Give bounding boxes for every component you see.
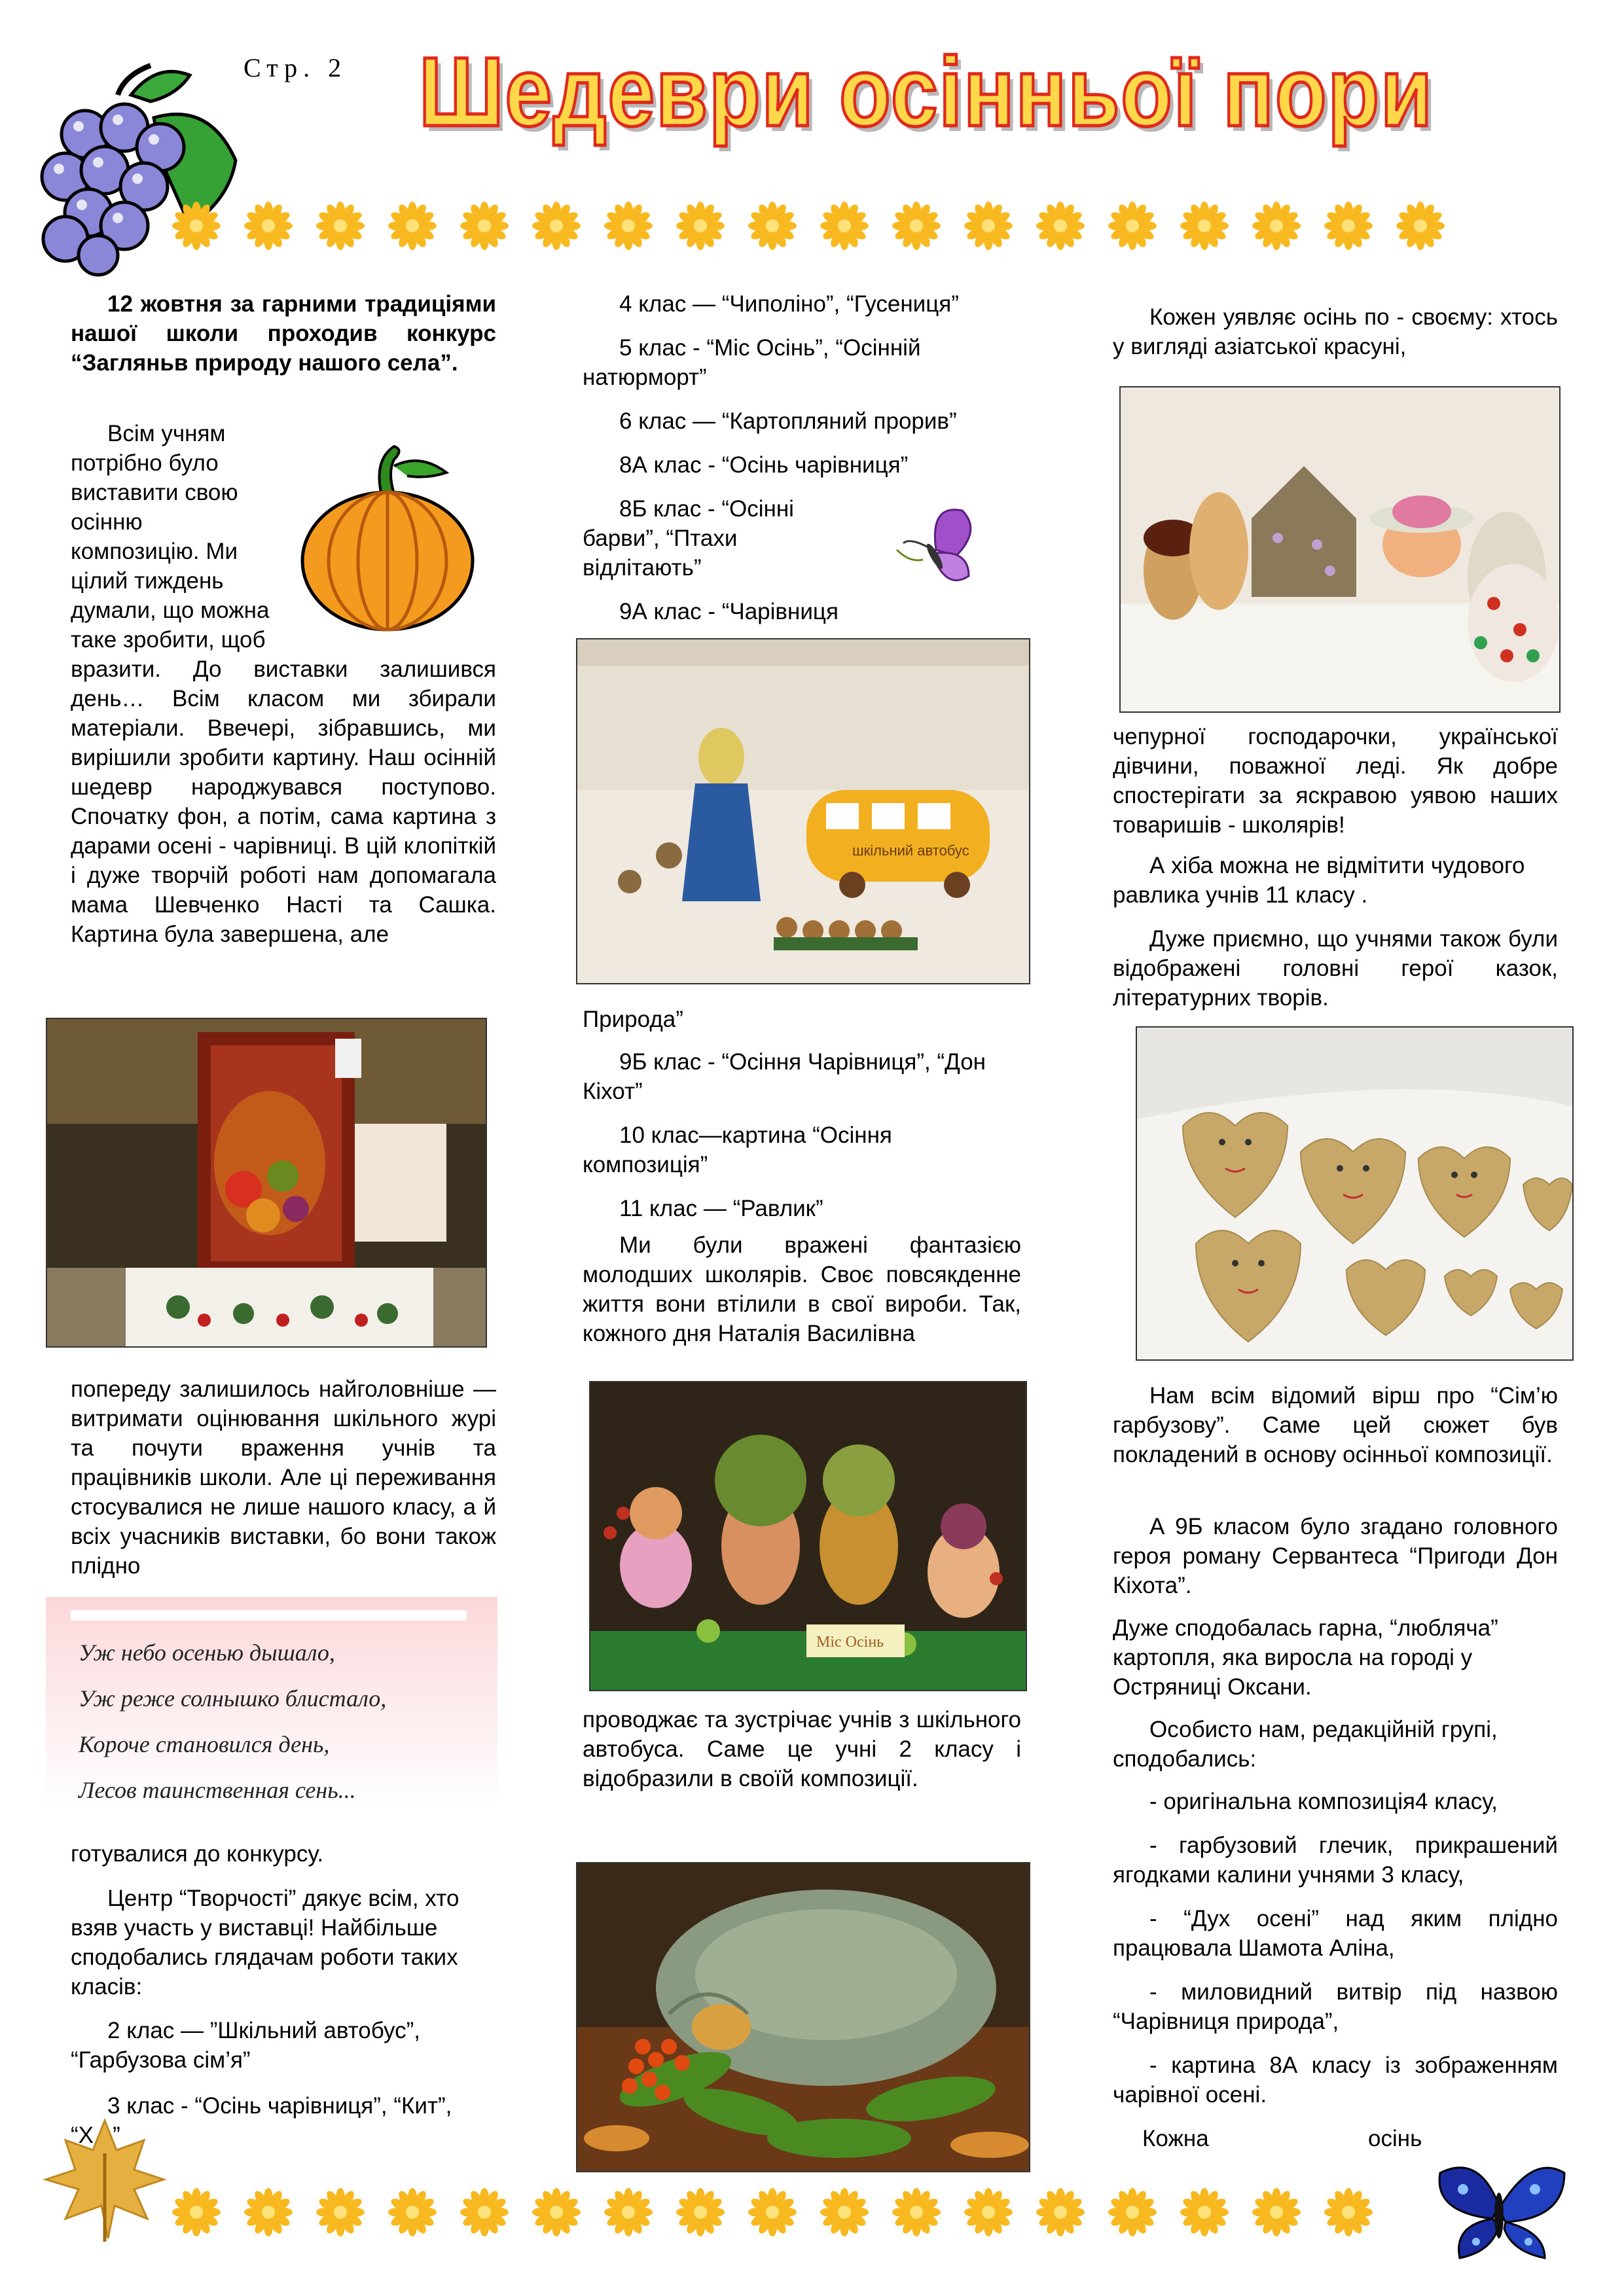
column3-para5: Нам всім відомий вірш про “Сім’ю гарбузову”. Саме цей сюжет був покладений в основу осінньої композиції. <box>1113 1383 1558 1467</box>
text-line: цілий тиждень <box>71 568 224 594</box>
pumpkin-icon <box>296 440 479 636</box>
class-6-entry: 6 клас — “Картопляний прорив” <box>619 408 957 434</box>
maple-leaf-icon <box>39 2114 170 2245</box>
class-3-entry: 3 клас - “Осінь чарівниця”, “Кит”, “Х...” <box>71 2093 452 2148</box>
list-item: - гарбузовий глечик, прикрашений ягодками калини учнями 3 класу, <box>1113 1833 1558 1888</box>
class-8b-entry: 8Б клас - “Осінні барви”, “Птахи відлітають” <box>583 496 794 581</box>
column3-para3: А хіба можна не відмітити чудового равлика учнів 11 класу . <box>1113 853 1525 908</box>
bus-label: шкільний автобус <box>852 842 969 859</box>
column1-para4: Центр “Творчості” дякує всім, хто взяв участь у виставці! Найбільше сподобались глядачам роботи таких класів: <box>71 1886 460 2000</box>
photo-school-bus <box>576 638 1030 984</box>
column1-para2: попереду залишилось найголовніше — витримати оцінювання шкільного журі та почути враження учнів та працівників школи. Але ці переживання стосувалися не лише нашого класу, а й всіх учасників виставки, бо вони також плідно <box>71 1376 496 1579</box>
butterfly-icon <box>890 497 988 596</box>
list-item: - оригінальна композиція4 класу, <box>1149 1789 1498 1814</box>
miss-label: Міс Осінь <box>816 1634 884 1651</box>
column3-para6: А 9Б класом було згадано головного героя роману Сервантеса “Пригоди Дон Кіхота”. <box>1113 1514 1558 1598</box>
flower-border-bottom <box>167 2183 1476 2242</box>
column3-para4: Дуже приємно, що учнями також були відображені головні герої казок, літературних творів. <box>1113 926 1558 1011</box>
photo-heart-potatoes <box>1136 1026 1574 1361</box>
page-number: Стр. 2 <box>244 53 348 82</box>
class-11-entry: 11 клас — “Равлик” <box>619 1196 823 1221</box>
closing-left: Кожна <box>1142 2126 1209 2151</box>
text-line: потрібно було <box>71 450 219 476</box>
list-item: - картина 8А класу із зображенням чарівної осені. <box>1113 2053 1558 2108</box>
intro-text: 12 жовтня за гарними традиціями нашої школи проходив конкурс “Загляньв природу нашого села”. <box>71 291 496 376</box>
text-line: осінню <box>71 509 143 535</box>
favorites-list <box>1113 1787 1558 2124</box>
list-item: - миловидний витвір під назвою “Чарівниця природа”, <box>1113 1979 1558 2034</box>
class-4-entry: 4 клас — “Чиполіно”, “Гусениця” <box>619 291 959 317</box>
photo-miss-autumn <box>589 1381 1027 1691</box>
column3-para8: Особисто нам, редакційній групі, сподобались: <box>1113 1717 1498 1772</box>
column2-para2: проводжає та зустрічає учнів з шкільного автобуса. Саме це учні 2 класу і відобразили в своїй композиції. <box>583 1707 1021 1791</box>
photo-autumn-picture <box>46 1018 487 1348</box>
class-2-entry: 2 клас — ”Шкільний автобус”, “Гарбузова сім’я” <box>71 2018 421 2073</box>
closing-right: осінь <box>1368 2126 1422 2151</box>
class-10-entry: 10 клас—картина “Осіння композиція” <box>583 1122 892 1177</box>
photo-autumn-ladies <box>1119 386 1561 713</box>
text-line: думали, що можна <box>71 598 270 623</box>
column3-para7: Дуже сподобалась гарна, “любляча” картопля, яка виросла на городі у Остряниці Оксани. <box>1113 1615 1498 1700</box>
class-9b-entry: 9Б клас - “Осіння Чарівниця”, “Дон Кіхот” <box>583 1049 986 1104</box>
poem-box <box>46 1597 497 1806</box>
column2-class-list-2 <box>583 1047 1021 1238</box>
column1-para1-rest: вразити. До виставки залишився день… Всім класом ми збирали матеріали. Ввечері, зібравшись, ми вирішили зробити картину. Наш осінній шедевр народжувався поступово. Спочатку фон, а потім, сама картина з дарами осені - чарівниці. В цій клопіткій і дуже творчій роботі нам допомагала мама Шевченко Насті та Сашка. Картина була завершена, але <box>71 656 496 947</box>
poem-line: Уж реже солнышко блистало, <box>79 1685 387 1712</box>
class-8a-entry: 8А клас - “Осінь чарівниця” <box>619 452 909 478</box>
page-title: Шедеври осінньої пори <box>419 37 1434 147</box>
list-item: - “Дух осені” над яким плідно працювала Шамота Аліна, <box>1113 1906 1558 1961</box>
column3-para1: Кожен уявляє осінь по - своєму: хтось у вигляді азіатської красуні, <box>1113 304 1558 359</box>
text-line: композицію. Ми <box>71 539 238 564</box>
poem-line: Короче становился день, <box>79 1731 330 1757</box>
butterfly-blue-icon <box>1427 2147 1571 2265</box>
photo-big-pumpkin <box>576 1862 1030 2172</box>
class-9a-entry: 9А клас - “Чарівниця <box>619 599 839 624</box>
column2-cont: Природа” <box>583 1007 683 1032</box>
text-line: таке зробити, щоб <box>71 627 266 653</box>
text-line: виставити свою <box>71 480 238 505</box>
column1-para3: готувалися до конкурсу. <box>71 1841 324 1867</box>
column2-para1: Ми були вражені фантазією молодших школярів. Своє повсякденне життя вони втілили в свої вироби. Так, кожного дня Наталія Василівна <box>583 1232 1021 1346</box>
poem-bar <box>71 1610 467 1621</box>
flower-border-top <box>167 196 1476 255</box>
poem-line: Уж небо осенью дышало, <box>79 1640 335 1666</box>
poem-line: Лесов таинственная сень... <box>79 1777 356 1803</box>
text-line: Всім учням <box>107 421 226 446</box>
class-5-entry: 5 клас - “Міс Осінь”, “Осінній натюрморт” <box>583 335 921 390</box>
column3-para2: чепурної господарочки, української дівчини, поважної леді. Як добре спостерігати за яскравою уявою наших товаришів - школярів! <box>1113 724 1558 838</box>
column1-para1-narrow <box>71 419 290 655</box>
poem-text <box>79 1630 484 1813</box>
